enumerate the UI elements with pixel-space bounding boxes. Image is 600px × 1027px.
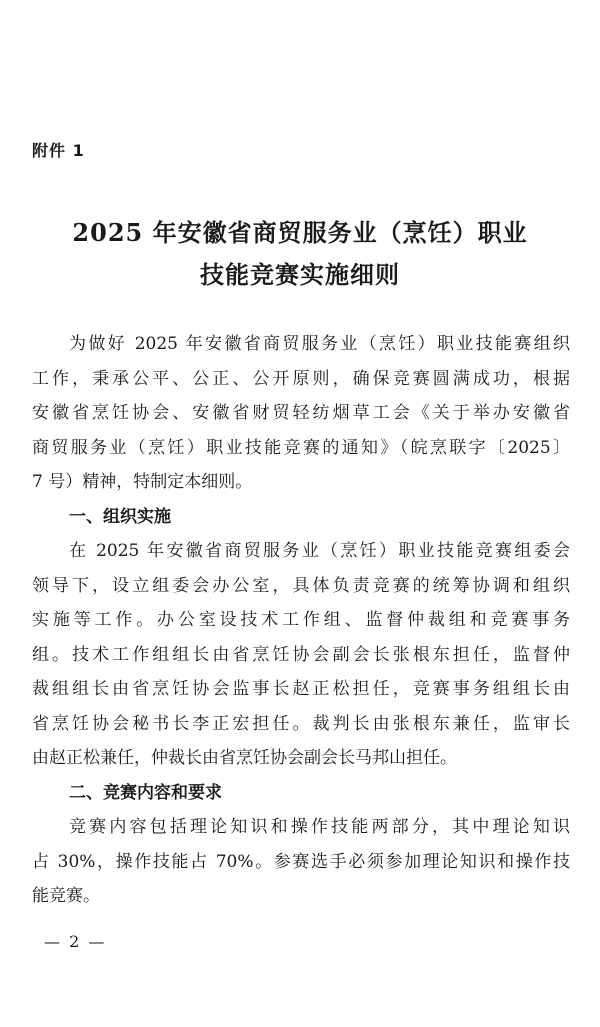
paragraph-line: 7 号）精神，特制定本细则。 <box>32 472 253 492</box>
paragraph-line: 领导下，设立组委会办公室，具体负责竞赛的统筹协调和组织 <box>32 575 570 596</box>
section-heading: 二、竞赛内容和要求 <box>69 782 222 803</box>
paragraph-line: 工作，秉承公平、公正、公开原则，确保竞赛圆满成功，根据 <box>32 368 570 389</box>
attachment-label: 附件 1 <box>32 141 85 160</box>
paragraph-line: 省烹饪协会秘书长李正宏担任。裁判长由张根东兼任，监审长 <box>32 713 570 734</box>
document-body <box>32 327 570 914</box>
paragraph-line: 实施等工作。办公室设技术工作组、监督仲裁组和竞赛事务 <box>32 610 570 630</box>
paragraph-line: 为做好 2025 年安徽省商贸服务业（烹饪）职业技能赛组织 <box>69 334 570 354</box>
paragraph-line: 安徽省烹饪协会、安徽省财贸轻纺烟草工会《关于举办安徽省 <box>32 403 570 423</box>
paragraph-line: 在 2025 年安徽省商贸服务业（烹饪）职业技能竞赛组委会 <box>69 541 570 561</box>
document-title-line-2: 技能竞赛实施细则 <box>200 260 400 289</box>
paragraph-line: 裁组组长由省烹饪协会监事长赵正松担任，竞赛事务组组长由 <box>32 679 570 699</box>
section-heading: 一、组织实施 <box>69 506 171 527</box>
paragraph-line: 占 30%，操作技能占 70%。参赛选手必须参加理论知识和操作技 <box>32 851 570 872</box>
paragraph-line: 商贸服务业（烹饪）职业技能竞赛的通知》（皖烹联字〔2025〕 <box>32 437 570 458</box>
paragraph-line: 竞赛内容包括理论知识和操作技能两部分，其中理论知识 <box>69 817 570 837</box>
paragraph-line: 能竞赛。 <box>32 886 100 906</box>
page-number: — 2 — <box>44 932 107 951</box>
document-title-line-1: 2025 年安徽省商贸服务业（烹饪）职业 <box>72 218 528 247</box>
paragraph-line: 组。技术工作组组长由省烹饪协会副会长张根东担任，监督仲 <box>32 644 570 665</box>
paragraph-line: 由赵正松兼任，仲裁长由省烹饪协会副会长马邦山担任。 <box>32 748 457 768</box>
